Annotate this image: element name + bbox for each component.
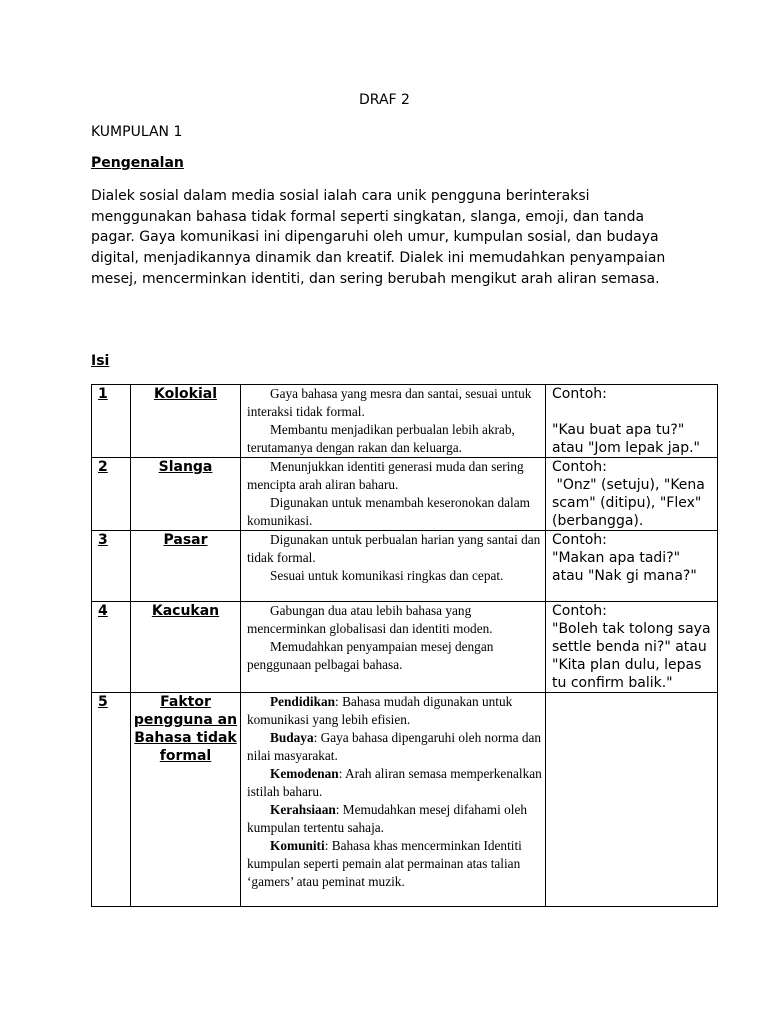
row-example [546,602,718,693]
factor-label: Kemodenan [270,766,339,781]
description-line: Membantu menjadikan perbualan lebih akrab, terutamanya dengan rakan dan keluarga. [247,422,515,455]
example-text: "Boleh tak tolong saya settle benda ni?" atau "Kita plan dulu, lepas tu confirm balik." [552,621,715,691]
factor-label: Komuniti [270,838,325,853]
table-row [92,531,718,602]
example-label: Contoh: [552,459,607,475]
description-line: Memudahkan penyampaian mesej dengan penggunaan pelbagai bahasa. [247,639,494,672]
row-term: Faktor pengguna an Bahasa tidak formal [131,693,241,907]
row-term: Kolokial [131,385,241,458]
description-line: Digunakan untuk menambah keseronokan dalam komunikasi. [247,495,530,528]
intro-heading: Pengenalan [91,155,184,171]
example-label: Contoh: [552,603,607,619]
row-number: 3 [92,531,131,602]
factor-line [247,693,544,729]
table-row [92,385,718,458]
row-example-empty [546,693,718,907]
description-line: Gaya bahasa yang mesra dan santai, sesuai untuk interaksi tidak formal. [247,386,532,419]
row-number: 1 [92,385,131,458]
intro-paragraph: Dialek sosial dalam media sosial ialah cara unik pengguna berinteraksi menggunakan bahasa tidak formal seperti singkatan, slanga, emoji, dan tanda pagar. Gaya komunikasi ini dipengaruhi oleh umur, kumpulan sosial, dan budaya digital, menjadikannya dinamik dan kreatif. Dialek ini memudahkan penyampaian mesej, mencerminkan identiti, dan sering berubah mengikut arah aliran semasa. [91,188,666,287]
example-label: Contoh: [552,386,607,402]
row-description [241,693,546,907]
row-example [546,385,718,458]
description-line: Menunjukkan identiti generasi muda dan sering mencipta arah aliran baharu. [247,459,524,492]
factor-text: : Gaya bahasa dipengaruhi oleh norma dan nilai masyarakat. [247,730,542,763]
row-number: 5 [92,693,131,907]
row-description [241,602,546,693]
table-row [92,458,718,531]
factor-label: Budaya [270,730,314,745]
example-label: Contoh: [552,532,607,548]
table-row [92,693,718,907]
description-line: Digunakan untuk perbualan harian yang santai dan tidak formal. [247,532,541,565]
row-example [546,458,718,531]
example-spacer [552,403,716,421]
document-title: DRAF 2 [359,92,410,108]
factor-line [247,837,544,891]
group-label: KUMPULAN 1 [91,124,183,140]
example-text: "Kau buat apa tu?" atau "Jom lepak jap." [552,422,700,456]
isi-heading: Isi [91,353,110,369]
factor-text: : Bahasa khas mencerminkan Identiti kumpulan seperti pemain alat permainan atas talian ‘gamers’ atau peminat muzik. [247,838,522,889]
description-line: Sesuai untuk komunikasi ringkas dan cepat. [270,568,504,583]
example-text: "Onz" (setuju), "Kena scam" (ditipu), "Flex" (berbangga). [552,477,710,529]
factor-line [247,801,544,837]
row-number: 2 [92,458,131,531]
factor-label: Kerahsiaan [270,802,336,817]
row-term: Pasar [131,531,241,602]
example-text: "Makan apa tadi?" atau "Nak gi mana?" [552,550,697,584]
row-example [546,531,718,602]
factor-line [247,765,544,801]
row-description [241,531,546,602]
factor-text: : Memudahkan mesej difahami oleh kumpulan tertentu sahaja. [247,802,528,835]
description-line: Gabungan dua atau lebih bahasa yang mencerminkan globalisasi dan identiti moden. [247,603,493,636]
table-row [92,602,718,693]
factor-text: : Arah aliran semasa memperkenalkan istilah baharu. [247,766,542,799]
factor-label: Pendidikan [270,694,336,709]
row-term: Slanga [131,458,241,531]
row-term: Kacukan [131,602,241,693]
row-description [241,385,546,458]
row-description [241,458,546,531]
factor-line [247,729,544,765]
factor-text: : Bahasa mudah digunakan untuk komunikasi yang lebih efisien. [247,694,513,727]
row-number: 4 [92,602,131,693]
content-table [91,384,718,907]
